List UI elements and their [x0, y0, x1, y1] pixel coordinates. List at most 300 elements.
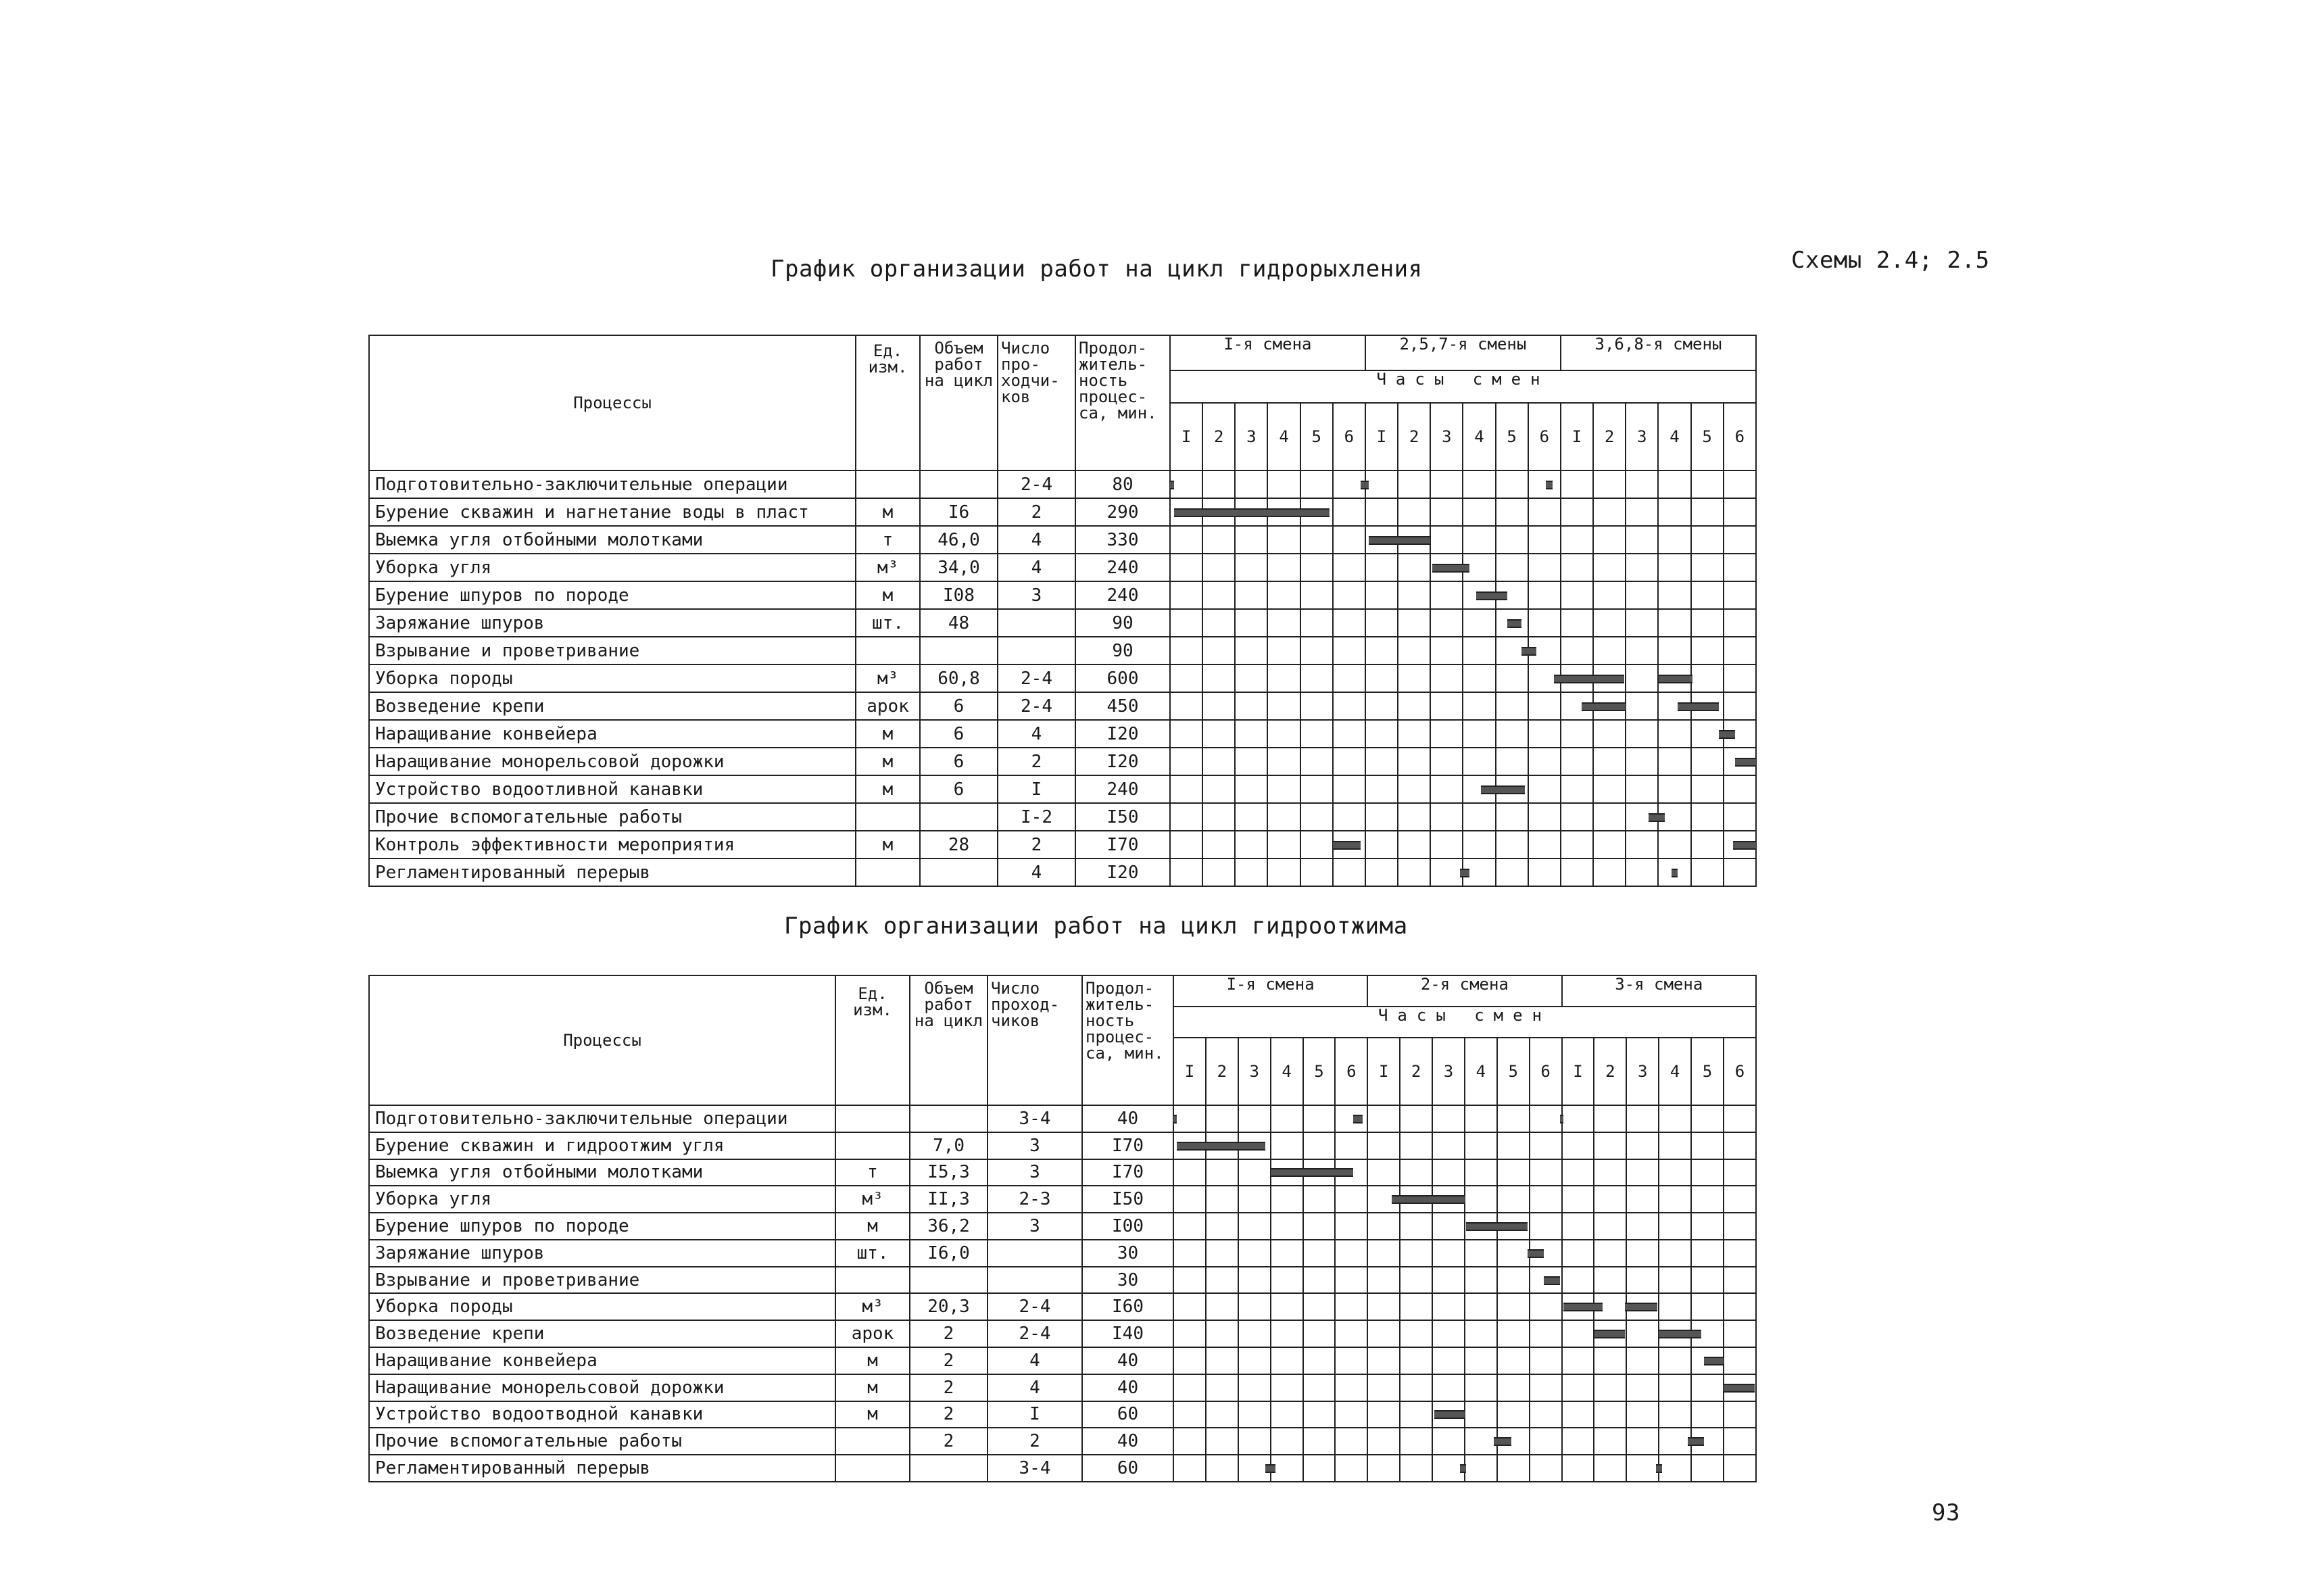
time-cell	[1691, 554, 1724, 581]
time-cell	[1724, 1320, 1756, 1347]
time-cell	[1497, 1347, 1530, 1374]
time-cell	[1235, 859, 1267, 886]
volume-cell: 36,2	[910, 1213, 988, 1240]
time-cell	[1398, 692, 1430, 720]
time-cell	[1562, 1401, 1594, 1428]
time-cell	[1626, 1428, 1659, 1455]
time-cell	[1238, 1374, 1271, 1401]
time-cell	[1465, 1132, 1497, 1159]
time-cell	[1430, 775, 1463, 803]
volume-cell	[920, 859, 998, 886]
hour-header: 5	[1496, 403, 1528, 470]
gantt-bar	[1521, 647, 1536, 656]
schedule-2-title: График организации работ на цикл гидроотжима	[784, 913, 1408, 940]
time-cell	[1496, 748, 1528, 775]
time-cell	[1658, 581, 1690, 609]
time-cell	[1303, 1267, 1336, 1294]
gantt-bar	[1704, 1357, 1724, 1365]
time-cell	[1626, 1401, 1659, 1428]
unit-cell: м	[835, 1213, 910, 1240]
time-cell	[1206, 1159, 1238, 1186]
time-cell	[1562, 1186, 1594, 1213]
time-cell	[1173, 1186, 1206, 1213]
time-cell	[1398, 470, 1430, 498]
time-cell	[1561, 609, 1593, 637]
time-cell	[1626, 1455, 1659, 1482]
time-cell	[1365, 581, 1398, 609]
unit-cell	[835, 1105, 910, 1132]
header-shift-3-2: 3-я смена	[1562, 975, 1757, 1007]
time-cell	[1335, 1240, 1367, 1267]
time-cell	[1202, 859, 1235, 886]
time-cell	[1724, 1428, 1756, 1455]
gantt-bar	[1659, 675, 1693, 683]
time-cell	[1658, 609, 1690, 637]
header-hours-label: Часы смен	[1170, 370, 1756, 403]
time-cell	[1271, 1213, 1303, 1240]
header-shift-2: 2,5,7-я смены	[1365, 335, 1561, 370]
volume-cell	[920, 637, 998, 664]
time-cell	[1432, 1240, 1465, 1267]
gantt-bar	[1432, 564, 1469, 573]
hour-header: 2	[1594, 1038, 1626, 1105]
time-cell	[1561, 859, 1593, 886]
time-cell	[1202, 803, 1235, 831]
time-cell	[1300, 748, 1333, 775]
gantt-bar	[1170, 481, 1174, 489]
time-cell	[1202, 748, 1235, 775]
process-cell: Заряжание шпуров	[369, 609, 856, 637]
time-cell	[1724, 581, 1756, 609]
time-cell	[1267, 831, 1300, 859]
time-cell	[1497, 1132, 1530, 1159]
time-cell	[1626, 554, 1658, 581]
time-cell	[1206, 1213, 1238, 1240]
time-cell	[1400, 1428, 1432, 1455]
time-cell	[1398, 609, 1430, 637]
time-cell	[1658, 470, 1690, 498]
hour-header: 4	[1463, 403, 1495, 470]
time-cell	[1335, 1293, 1367, 1320]
time-cell	[1235, 470, 1267, 498]
time-cell	[1691, 803, 1724, 831]
time-cell	[1398, 664, 1430, 692]
header-process: Процессы	[369, 335, 856, 470]
table-row	[369, 1159, 1756, 1186]
table-row	[369, 1240, 1756, 1267]
process-cell: Устройство водоотливной канавки	[369, 775, 856, 803]
time-cell	[1271, 1401, 1303, 1428]
time-cell	[1300, 775, 1333, 803]
hour-header: 4	[1658, 403, 1690, 470]
time-cell	[1206, 1240, 1238, 1267]
duration-cell: 450	[1075, 692, 1170, 720]
time-cell	[1365, 692, 1398, 720]
unit-cell	[835, 1132, 910, 1159]
time-cell	[1202, 554, 1235, 581]
time-cell	[1465, 1320, 1497, 1347]
hour-header: 6	[1333, 403, 1365, 470]
time-cell	[1659, 1347, 1691, 1374]
time-cell	[1333, 775, 1365, 803]
time-cell	[1367, 1428, 1400, 1455]
gantt-bar	[1546, 481, 1553, 489]
gantt-bar	[1659, 1330, 1701, 1338]
time-cell	[1658, 775, 1690, 803]
time-cell	[1562, 1240, 1594, 1267]
header-unit-2: Ед. изм.	[835, 975, 910, 1105]
process-cell: Подготовительно-заключительные операции	[369, 1105, 835, 1132]
time-cell	[1530, 1159, 1562, 1186]
time-cell	[1561, 554, 1593, 581]
workers-cell: 2	[998, 748, 1075, 775]
gantt-bar	[1361, 481, 1369, 489]
time-cell	[1430, 720, 1463, 748]
time-cell	[1173, 1213, 1206, 1240]
time-cell	[1170, 831, 1202, 859]
time-cell	[1528, 831, 1561, 859]
time-cell	[1659, 1293, 1691, 1320]
time-cell	[1626, 775, 1658, 803]
time-cell	[1303, 1428, 1336, 1455]
time-cell	[1528, 526, 1561, 554]
time-cell	[1365, 775, 1398, 803]
process-cell: Уборка породы	[369, 1293, 835, 1320]
gantt-bar	[1582, 702, 1626, 711]
duration-cell: I40	[1082, 1320, 1173, 1347]
time-cell	[1206, 1320, 1238, 1347]
time-cell	[1626, 498, 1658, 526]
time-cell	[1561, 581, 1593, 609]
time-cell	[1400, 1105, 1432, 1132]
hour-header: 6	[1335, 1038, 1367, 1105]
time-cell	[1496, 831, 1528, 859]
time-cell	[1333, 526, 1365, 554]
time-cell	[1173, 1159, 1206, 1186]
time-cell	[1400, 1132, 1432, 1159]
duration-cell: 40	[1082, 1428, 1173, 1455]
time-cell	[1497, 1105, 1530, 1132]
time-cell	[1430, 831, 1463, 859]
time-cell	[1724, 1455, 1756, 1482]
time-cell	[1724, 803, 1756, 831]
volume-cell: II,3	[910, 1186, 988, 1213]
time-cell	[1271, 1105, 1303, 1132]
time-cell	[1561, 831, 1593, 859]
time-cell	[1496, 720, 1528, 748]
unit-cell: арок	[856, 692, 920, 720]
time-cell	[1300, 664, 1333, 692]
time-cell	[1562, 1428, 1594, 1455]
time-cell	[1530, 1320, 1562, 1347]
volume-cell: 7,0	[910, 1132, 988, 1159]
time-cell	[1333, 748, 1365, 775]
duration-cell: 30	[1082, 1267, 1173, 1294]
duration-cell: I50	[1075, 803, 1170, 831]
time-cell	[1173, 1240, 1206, 1267]
time-cell	[1430, 498, 1463, 526]
time-cell	[1593, 526, 1626, 554]
time-cell	[1594, 1428, 1626, 1455]
process-cell: Выемка угля отбойными молотками	[369, 526, 856, 554]
time-cell	[1432, 1347, 1465, 1374]
time-cell	[1496, 803, 1528, 831]
volume-cell: 6	[920, 720, 998, 748]
unit-cell	[856, 859, 920, 886]
header-shift-3: 3,6,8-я смены	[1561, 335, 1756, 370]
unit-cell: арок	[835, 1320, 910, 1347]
time-cell	[1626, 1186, 1659, 1213]
time-cell	[1562, 1267, 1594, 1294]
time-cell	[1561, 775, 1593, 803]
time-cell	[1206, 1374, 1238, 1401]
process-cell: Контроль эффективности мероприятия	[369, 831, 856, 859]
time-cell	[1365, 859, 1398, 886]
hydro-loosening-schedule-table	[368, 335, 1757, 887]
time-cell	[1594, 1240, 1626, 1267]
time-cell	[1271, 1320, 1303, 1347]
time-cell	[1659, 1213, 1691, 1240]
time-cell	[1235, 609, 1267, 637]
time-cell	[1593, 803, 1626, 831]
time-cell	[1496, 526, 1528, 554]
time-cell	[1430, 748, 1463, 775]
table-row	[369, 831, 1756, 859]
volume-cell	[910, 1267, 988, 1294]
time-cell	[1561, 637, 1593, 664]
time-cell	[1335, 1320, 1367, 1347]
time-cell	[1691, 1213, 1724, 1240]
time-cell	[1202, 526, 1235, 554]
duration-cell: I70	[1075, 831, 1170, 859]
hour-header: 4	[1271, 1038, 1303, 1105]
time-cell	[1271, 1132, 1303, 1159]
time-cell	[1365, 720, 1398, 748]
time-cell	[1562, 1455, 1594, 1482]
hour-header: 5	[1303, 1038, 1336, 1105]
time-cell	[1365, 664, 1398, 692]
gantt-bar	[1476, 591, 1507, 600]
gantt-bar	[1353, 1115, 1363, 1123]
time-cell	[1497, 1293, 1530, 1320]
unit-cell: шт.	[856, 609, 920, 637]
gantt-bar	[1460, 1464, 1467, 1473]
time-cell	[1300, 637, 1333, 664]
time-cell	[1271, 1267, 1303, 1294]
time-cell	[1173, 1455, 1206, 1482]
time-cell	[1235, 748, 1267, 775]
time-cell	[1267, 470, 1300, 498]
duration-cell: I20	[1075, 859, 1170, 886]
table-row	[369, 1347, 1756, 1374]
table-row	[369, 609, 1756, 637]
time-cell	[1432, 1428, 1465, 1455]
time-cell	[1497, 1240, 1530, 1267]
process-cell: Наращивание конвейера	[369, 720, 856, 748]
table-row	[369, 1428, 1756, 1455]
hour-header: I	[1561, 403, 1593, 470]
time-cell	[1430, 692, 1463, 720]
header-shift-1-2: I-я смена	[1173, 975, 1367, 1007]
time-cell	[1400, 1401, 1432, 1428]
time-cell	[1691, 1293, 1724, 1320]
time-cell	[1238, 1401, 1271, 1428]
gantt-bar	[1672, 869, 1678, 877]
table-row	[369, 637, 1756, 664]
time-cell	[1496, 692, 1528, 720]
time-cell	[1267, 859, 1300, 886]
duration-cell: 90	[1075, 637, 1170, 664]
time-cell	[1398, 554, 1430, 581]
time-cell	[1430, 803, 1463, 831]
time-cell	[1335, 1428, 1367, 1455]
hour-header: I	[1365, 403, 1398, 470]
unit-cell	[835, 1267, 910, 1294]
time-cell	[1432, 1132, 1465, 1159]
time-cell	[1202, 775, 1235, 803]
time-cell	[1724, 1186, 1756, 1213]
header-volume-2: Объем работ на цикл	[910, 975, 988, 1105]
hour-header: 6	[1530, 1038, 1562, 1105]
schedule-2-body	[369, 1105, 1756, 1482]
process-cell: Бурение скважин и гидроотжим угля	[369, 1132, 835, 1159]
time-cell	[1659, 1159, 1691, 1186]
time-cell	[1300, 526, 1333, 554]
time-cell	[1398, 831, 1430, 859]
time-cell	[1365, 554, 1398, 581]
time-cell	[1626, 637, 1658, 664]
process-cell: Заряжание шпуров	[369, 1240, 835, 1267]
workers-cell: 3	[988, 1213, 1082, 1240]
time-cell	[1463, 831, 1495, 859]
time-cell	[1267, 526, 1300, 554]
time-cell	[1593, 498, 1626, 526]
time-cell	[1238, 1159, 1271, 1186]
time-cell	[1465, 1186, 1497, 1213]
time-cell	[1432, 1159, 1465, 1186]
time-cell	[1626, 748, 1658, 775]
time-cell	[1626, 664, 1658, 692]
hour-header: 3	[1432, 1038, 1465, 1105]
duration-cell: I50	[1082, 1186, 1173, 1213]
hour-header: I	[1170, 403, 1202, 470]
time-cell	[1206, 1401, 1238, 1428]
process-cell: Бурение скважин и нагнетание воды в пласт	[369, 498, 856, 526]
time-cell	[1724, 637, 1756, 664]
time-cell	[1593, 720, 1626, 748]
workers-cell: 4	[998, 526, 1075, 554]
process-cell: Уборка угля	[369, 554, 856, 581]
table-row	[369, 692, 1756, 720]
time-cell	[1367, 1132, 1400, 1159]
hour-header: 6	[1528, 403, 1561, 470]
time-cell	[1238, 1240, 1271, 1267]
time-cell	[1626, 609, 1658, 637]
time-cell	[1173, 1105, 1206, 1132]
time-cell	[1465, 1374, 1497, 1401]
time-cell	[1170, 554, 1202, 581]
time-cell	[1335, 1267, 1367, 1294]
time-cell	[1235, 803, 1267, 831]
time-cell	[1303, 1213, 1336, 1240]
time-cell	[1202, 637, 1235, 664]
time-cell	[1530, 1293, 1562, 1320]
workers-cell: 2-4	[988, 1320, 1082, 1347]
time-cell	[1173, 1320, 1206, 1347]
time-cell	[1528, 803, 1561, 831]
volume-cell: 48	[920, 609, 998, 637]
time-cell	[1333, 664, 1365, 692]
time-cell	[1170, 526, 1202, 554]
time-cell	[1626, 1159, 1659, 1186]
gantt-bar	[1177, 1142, 1266, 1151]
time-cell	[1300, 720, 1333, 748]
time-cell	[1335, 1401, 1367, 1428]
time-cell	[1333, 859, 1365, 886]
time-cell	[1691, 637, 1724, 664]
workers-cell: 2	[988, 1428, 1082, 1455]
time-cell	[1691, 470, 1724, 498]
hour-header: 2	[1398, 403, 1430, 470]
volume-cell: 34,0	[920, 554, 998, 581]
process-cell: Возведение крепи	[369, 1320, 835, 1347]
time-cell	[1170, 859, 1202, 886]
time-cell	[1463, 803, 1495, 831]
time-cell	[1271, 1293, 1303, 1320]
process-cell: Наращивание монорельсовой дорожки	[369, 748, 856, 775]
time-cell	[1528, 609, 1561, 637]
time-cell	[1271, 1374, 1303, 1401]
time-cell	[1691, 1159, 1724, 1186]
time-cell	[1432, 1374, 1465, 1401]
time-cell	[1170, 775, 1202, 803]
time-cell	[1303, 1293, 1336, 1320]
duration-cell: I70	[1082, 1159, 1173, 1186]
time-cell	[1659, 1240, 1691, 1267]
time-cell	[1530, 1186, 1562, 1213]
volume-cell: 6	[920, 692, 998, 720]
hydro-squeezing-schedule-table	[368, 975, 1757, 1482]
time-cell	[1238, 1428, 1271, 1455]
volume-cell: I6,0	[910, 1240, 988, 1267]
gantt-bar	[1688, 1437, 1704, 1446]
time-cell	[1202, 720, 1235, 748]
time-cell	[1593, 831, 1626, 859]
gantt-bar	[1466, 1222, 1528, 1231]
gantt-bar	[1656, 1464, 1663, 1473]
time-cell	[1430, 470, 1463, 498]
gantt-bar	[1719, 730, 1735, 739]
time-cell	[1593, 637, 1626, 664]
time-cell	[1724, 1267, 1756, 1294]
time-cell	[1659, 1186, 1691, 1213]
time-cell	[1562, 1347, 1594, 1374]
volume-cell: I6	[920, 498, 998, 526]
workers-cell: I	[998, 775, 1075, 803]
time-cell	[1367, 1293, 1400, 1320]
time-cell	[1463, 664, 1495, 692]
process-cell: Возведение крепи	[369, 692, 856, 720]
time-cell	[1658, 720, 1690, 748]
time-cell	[1235, 831, 1267, 859]
time-cell	[1594, 1159, 1626, 1186]
time-cell	[1300, 554, 1333, 581]
time-cell	[1593, 775, 1626, 803]
duration-cell: 40	[1082, 1374, 1173, 1401]
time-cell	[1300, 692, 1333, 720]
time-cell	[1235, 581, 1267, 609]
time-cell	[1497, 1186, 1530, 1213]
